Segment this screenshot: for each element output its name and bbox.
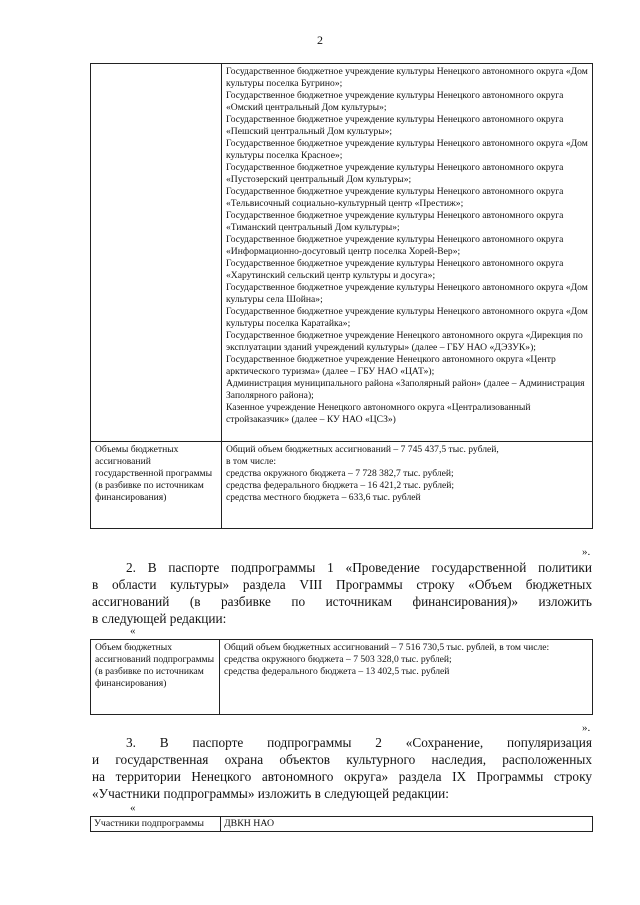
funding-line: Общий объем бюджетных ассигнований – 7 516 730,5 тыс. рублей, в том числе: bbox=[224, 642, 550, 653]
participants-value: ДВКН НАО bbox=[221, 817, 593, 832]
funding-label: Объемы бюджетных ассигнований государственной программы (в разбивке по источникам финансирования) bbox=[91, 442, 222, 529]
paragraph-line: 3. В паспорте подпрограммы 2 «Сохранение, популяризация bbox=[126, 735, 592, 750]
paragraph-line: 2. В паспорте подпрограммы 1 «Проведение государственной политики bbox=[126, 560, 592, 575]
list-item: Государственное бюджетное учреждение культуры Ненецкого автономного округа «Дом культуры поселка Красное»; bbox=[226, 138, 588, 161]
subprogram-funding-table bbox=[90, 639, 593, 715]
close-quote: ». bbox=[582, 546, 591, 558]
funding-line: средства окружного бюджета – 7 503 328,0 тыс. рублей; bbox=[224, 654, 452, 665]
list-item: Государственное бюджетное учреждение культуры Ненецкого автономного округа «Пустозерский центральный Дом культуры»; bbox=[226, 162, 564, 185]
funding-values bbox=[222, 442, 593, 529]
list-item: Государственное бюджетное учреждение культуры Ненецкого автономного округа «Дом культуры села Шойна»; bbox=[226, 282, 588, 305]
funding-line: средства местного бюджета – 633,6 тыс. рублей bbox=[226, 492, 421, 503]
list-item: Государственное бюджетное учреждение культуры Ненецкого автономного округа «Харутинский сельский центр культуры и досуга»; bbox=[226, 258, 564, 281]
empty-label-cell bbox=[91, 64, 222, 442]
page-number: 2 bbox=[317, 33, 323, 47]
open-quote: « bbox=[130, 625, 136, 637]
close-quote: ». bbox=[582, 722, 591, 734]
funding-label: Объем бюджетных ассигнований подпрограммы (в разбивке по источникам финансирования) bbox=[91, 640, 220, 715]
subprogram-participants-table bbox=[90, 816, 593, 832]
list-item: Государственное бюджетное учреждение культуры Ненецкого автономного округа «Омский центральный Дом культуры»; bbox=[226, 90, 564, 113]
list-item: Государственное бюджетное учреждение культуры Ненецкого автономного округа «Дом культуры поселка Бугрино»; bbox=[226, 66, 588, 89]
list-item: Государственное бюджетное учреждение культуры Ненецкого автономного округа «Дом культуры поселка Каратайка»; bbox=[226, 306, 588, 329]
table-row bbox=[91, 64, 593, 442]
paragraph-line: «Участники подпрограммы» изложить в следующей редакции: bbox=[92, 786, 449, 801]
list-item: Государственное бюджетное учреждение культуры Ненецкого автономного округа «Пешский центральный Дом культуры»; bbox=[226, 114, 564, 137]
list-item: Государственное бюджетное учреждение культуры Ненецкого автономного округа «Тельвисочный социально-культурный центр «Престиж»; bbox=[226, 186, 564, 209]
table-row bbox=[91, 640, 593, 715]
participants-funding-table bbox=[90, 63, 593, 529]
paragraph-line: в следующей редакции: bbox=[92, 611, 227, 626]
list-item: Администрация муниципального района «Заполярный район» (далее – Администрация Заполярного района); bbox=[226, 378, 585, 401]
funding-line: Общий объем бюджетных ассигнований – 7 745 437,5 тыс. рублей, bbox=[226, 444, 499, 455]
table-row bbox=[91, 442, 593, 529]
paragraph-2 bbox=[92, 559, 592, 627]
participants-cell bbox=[222, 64, 593, 442]
funding-values bbox=[220, 640, 593, 715]
list-item: Государственное бюджетное учреждение культуры Ненецкого автономного округа «Информационно-досуговый центр поселка Хорей-Вер»; bbox=[226, 234, 564, 257]
funding-line: средства федерального бюджета – 13 402,5 тыс. рублей bbox=[224, 666, 450, 677]
paragraph-line: и государственная охрана объектов культурного наследия, расположенных bbox=[92, 752, 592, 767]
funding-line: в том числе: bbox=[226, 456, 277, 467]
participants-label: Участники подпрограммы bbox=[91, 817, 221, 832]
paragraph-line: ассигнований (в разбивке по источникам финансирования)» изложить bbox=[92, 594, 592, 609]
list-item: Государственное бюджетное учреждение культуры Ненецкого автономного округа «Тиманский центральный Дом культуры»; bbox=[226, 210, 564, 233]
open-quote: « bbox=[130, 802, 136, 814]
paragraph-line: в области культуры» раздела VIII Программы строку «Объем бюджетных bbox=[92, 577, 592, 592]
funding-line: средства федерального бюджета – 16 421,2 тыс. рублей; bbox=[226, 480, 455, 491]
paragraph-3 bbox=[92, 734, 592, 802]
paragraph-line: на территории Ненецкого автономного округа» раздела IX Программы строку bbox=[92, 769, 592, 784]
list-item: Казенное учреждение Ненецкого автономного округа «Централизованный стройзаказчик» (далее – КУ НАО «ЦСЗ») bbox=[226, 402, 531, 425]
list-item: Государственное бюджетное учреждение Ненецкого автономного округа «Центр арктического туризма» (далее – ГБУ НАО «ЦАТ»); bbox=[226, 354, 556, 377]
list-item: Государственное бюджетное учреждение Ненецкого автономного округа «Дирекция по эксплуатации зданий учреждений культуры» (далее – ГБУ НАО «ДЭЗУК»); bbox=[226, 330, 583, 353]
table-row bbox=[91, 817, 593, 832]
funding-line: средства окружного бюджета – 7 728 382,7 тыс. рублей; bbox=[226, 468, 454, 479]
